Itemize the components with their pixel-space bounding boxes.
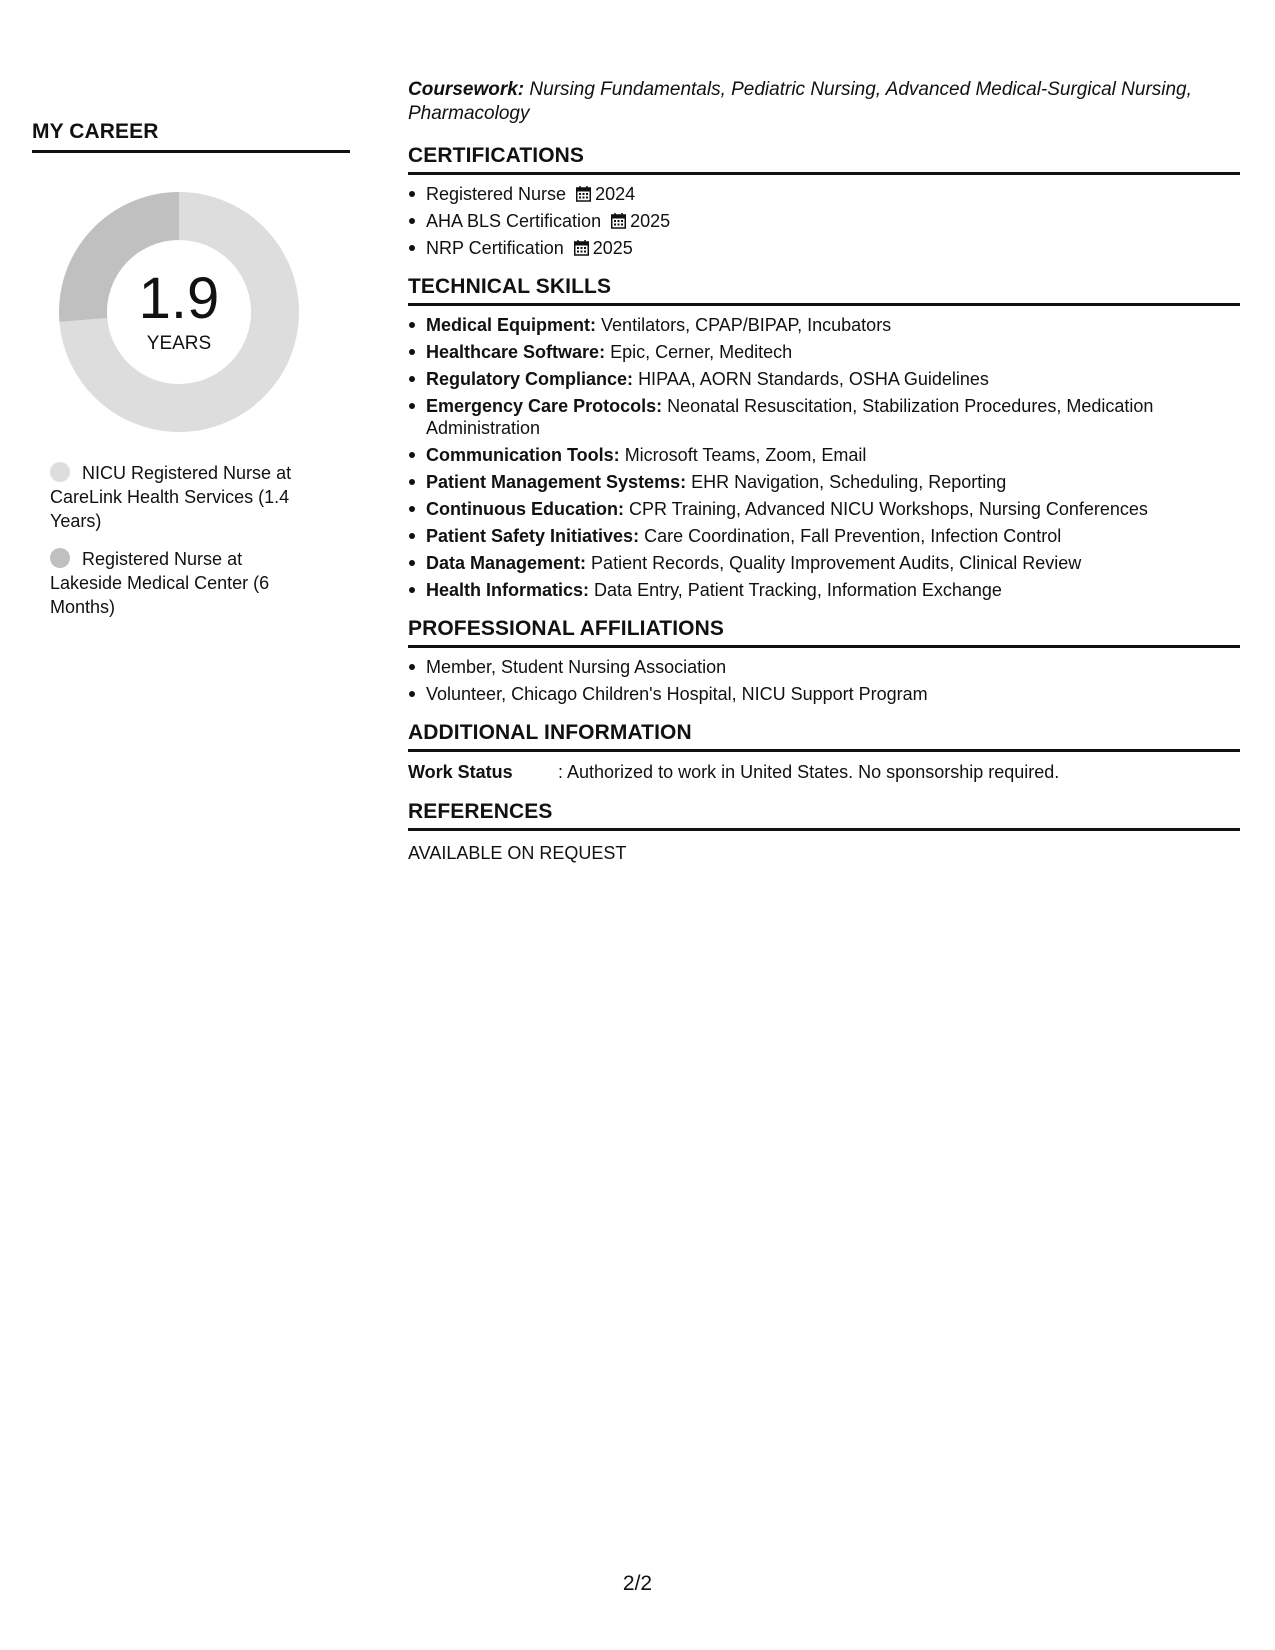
certification-name: Registered Nurse: [426, 184, 567, 204]
skill-label: Health Informatics:: [426, 580, 590, 600]
certifications-list: [408, 183, 1240, 259]
calendar-icon: [574, 240, 589, 256]
career-years-unit: YEARS: [146, 333, 212, 354]
skill-label: Communication Tools:: [426, 445, 620, 465]
skill-item: [426, 341, 1240, 363]
skill-item: [426, 498, 1240, 520]
skill-value: Data Entry, Patient Tracking, Information Exchange: [594, 580, 1002, 600]
skill-value: Ventilators, CPAP/BIPAP, Incubators: [601, 315, 892, 335]
technical-skills-title: TECHNICAL SKILLS: [408, 275, 1240, 306]
legend-swatch: [50, 462, 70, 482]
legend-item: [50, 461, 310, 533]
affiliations-title: PROFESSIONAL AFFILIATIONS: [408, 617, 1240, 648]
career-legend: [50, 461, 310, 619]
references-section: [408, 800, 1240, 865]
skill-label: Regulatory Compliance:: [426, 369, 634, 389]
skill-label: Patient Safety Initiatives:: [426, 526, 640, 546]
affiliation-item: Volunteer, Chicago Children's Hospital, NICU Support Program: [426, 683, 1240, 705]
certification-year: 2025: [592, 238, 633, 258]
certification-item: [426, 210, 1240, 232]
main-content: [408, 78, 1240, 881]
skill-label: Emergency Care Protocols:: [426, 396, 663, 416]
work-status-value: : Authorized to work in United States. No sponsorship required.: [558, 762, 1060, 782]
work-status-label: Work Status: [408, 762, 513, 782]
skill-item: [426, 579, 1240, 601]
affiliation-item: Member, Student Nursing Association: [426, 656, 1240, 678]
coursework-label: Coursework:: [408, 79, 525, 100]
certifications-section: [408, 144, 1240, 259]
work-status-row: [408, 760, 1240, 784]
certification-name: AHA BLS Certification: [426, 211, 602, 231]
references-text: AVAILABLE ON REQUEST: [408, 843, 627, 863]
certification-name: NRP Certification: [426, 238, 564, 258]
skill-item: [426, 368, 1240, 390]
skill-item: [426, 552, 1240, 574]
skill-label: Patient Management Systems:: [426, 472, 687, 492]
skill-value: Neonatal Resuscitation, Stabilization Procedures, Medication Administration: [426, 396, 1154, 438]
additional-info-section: [408, 721, 1240, 784]
certification-item: [426, 183, 1240, 205]
coursework-text: Nursing Fundamentals, Pediatric Nursing, Advanced Medical-Surgical Nursing, Pharmacology: [408, 79, 1192, 124]
skill-value: EHR Navigation, Scheduling, Reporting: [691, 472, 1007, 492]
legend-label: Registered Nurse at Lakeside Medical Center (6 Months): [50, 549, 270, 617]
certification-item: [426, 237, 1240, 259]
affiliations-list: [408, 656, 1240, 705]
certification-year: 2024: [595, 184, 636, 204]
coursework: [408, 78, 1240, 126]
skill-value: CPR Training, Advanced NICU Workshops, Nursing Conferences: [629, 499, 1148, 519]
skill-item: [426, 314, 1240, 336]
skill-item: [426, 471, 1240, 493]
legend-swatch: [50, 548, 70, 568]
calendar-icon: [611, 213, 626, 229]
additional-info-title: ADDITIONAL INFORMATION: [408, 721, 1240, 752]
skill-label: Data Management:: [426, 553, 587, 573]
skill-item: [426, 395, 1240, 439]
page-number: 2/2: [622, 1572, 653, 1595]
calendar-icon: [576, 186, 591, 202]
affiliations-section: [408, 617, 1240, 705]
skill-label: Healthcare Software:: [426, 342, 606, 362]
skill-item: [426, 444, 1240, 466]
donut-center: [54, 187, 304, 437]
career-sidebar: [32, 120, 350, 633]
technical-skills-section: [408, 275, 1240, 601]
skill-item: [426, 525, 1240, 547]
career-title: MY CAREER: [32, 120, 350, 153]
technical-skills-list: [408, 314, 1240, 601]
skill-label: Continuous Education:: [426, 499, 624, 519]
skill-value: Epic, Cerner, Meditech: [610, 342, 793, 362]
career-total-years: 1.9: [138, 266, 220, 331]
skill-value: Microsoft Teams, Zoom, Email: [624, 445, 867, 465]
skill-value: HIPAA, AORN Standards, OSHA Guidelines: [638, 369, 989, 389]
skill-value: Care Coordination, Fall Prevention, Infection Control: [644, 526, 1062, 546]
skill-value: Patient Records, Quality Improvement Audits, Clinical Review: [591, 553, 1082, 573]
references-title: REFERENCES: [408, 800, 1240, 831]
skill-label: Medical Equipment:: [426, 315, 597, 335]
certifications-title: CERTIFICATIONS: [408, 144, 1240, 175]
career-donut-chart: [54, 187, 304, 437]
legend-label: NICU Registered Nurse at CareLink Health Services (1.4 Years): [50, 463, 292, 531]
certification-year: 2025: [630, 211, 671, 231]
legend-item: [50, 547, 310, 619]
